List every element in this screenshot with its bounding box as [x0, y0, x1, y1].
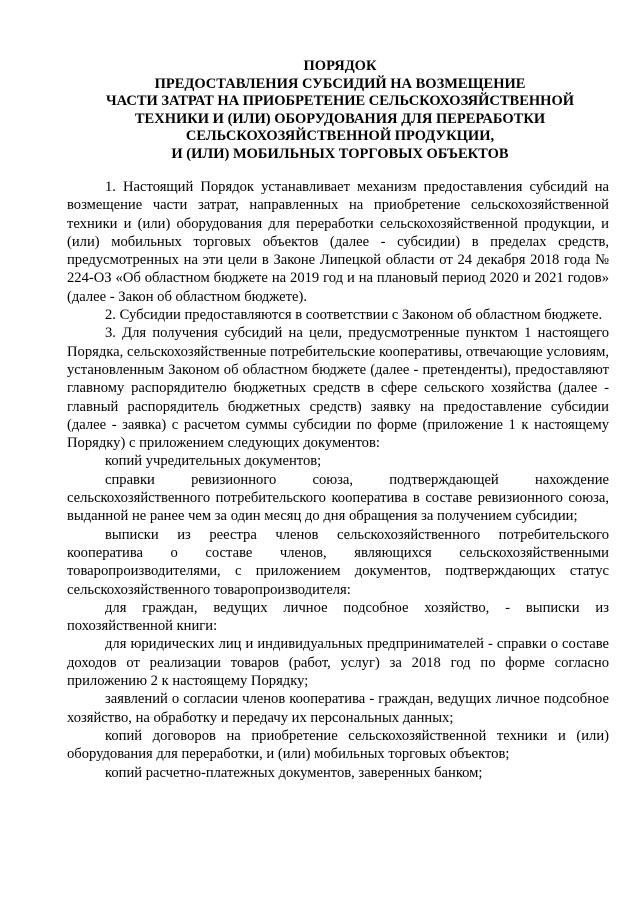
document-title — [60, 58, 620, 163]
title-line: ТЕХНИКИ И (ИЛИ) ОБОРУДОВАНИЯ ДЛЯ ПЕРЕРАБОТКИ — [134, 110, 546, 127]
title-line: ПРЕДОСТАВЛЕНИЯ СУБСИДИЙ НА ВОЗМЕЩЕНИЕ — [154, 75, 526, 92]
list-item-income-certificate: для юридических лиц и индивидуальных предпринимателей - справки о составе доходов от реализации товаров (работ, услуг) за 2018 год по форме согласно приложению 2 к настоящему Порядку; — [67, 636, 609, 690]
paragraph-1: 1. Настоящий Порядок устанавливает механизм предоставления субсидий на возмещение части затрат, направленных на приобретение сельскохозяйственной техники и (или) оборудования для переработки сельскохозяйственной продукции, и (или) мобильных торговых объектов (далее - субсидии) в пределах средств, предусмотренных на эти цели в Законе Липецкой области от 24 декабря 2018 года № 224-ОЗ «Об областном бюджете на 2019 год и на плановый период 2020 и 2021 годов» (далее - Закон об областном бюджете). — [67, 179, 609, 305]
title-line: ЧАСТИ ЗАТРАТ НА ПРИОБРЕТЕНИЕ СЕЛЬСКОХОЗЯЙСТВЕННОЙ — [105, 93, 575, 109]
list-item-personal-data-consent: заявлений о согласии членов кооператива - граждан, ведущих личное подсобное хозяйство, на обработку и передачу их персональных данных; — [67, 691, 609, 726]
list-item-household-book: для граждан, ведущих личное подсобное хозяйство, - выписки из похозяйственной книги: — [67, 599, 609, 635]
list-item-payment-documents: копий расчетно-платежных документов, заверенных банком; — [105, 764, 483, 781]
document-body — [67, 178, 609, 782]
paragraph-3: 3. Для получения субсидий на цели, предусмотренные пунктом 1 настоящего Порядка, сельскохозяйственные потребительские кооперативы, отвечающие условиям, установленным Законом об областном бюджете (далее - претенденты), предоставляют главному распорядителю бюджетных средств в сфере сельского хозяйства (далее - главный распорядитель бюджетных средств) заявку на предоставление субсидии (далее - заявка) с расчетом суммы субсидии по форме (приложение 1 к настоящему Порядку) с приложением следующих документов: — [67, 325, 609, 452]
list-item-members-registry-extract: выписки из реестра членов сельскохозяйственного потребительского кооператива о составе членов, являющихся сельскохозяйственными товаропроизводителями, с приложением документов, подтверждающих статус сельскохозяйственного товаропроизводителя: — [67, 526, 609, 598]
list-item-founding-docs: копий учредительных документов; — [105, 453, 322, 470]
title-line: И (ИЛИ) МОБИЛЬНЫХ ТОРГОВЫХ ОБЪЕКТОВ — [171, 145, 509, 162]
list-item-audit-union-certificate: справки ревизионного союза, подтверждающей нахождение сельскохозяйственного потребительского кооператива в составе ревизионного союза, выданной не ранее чем за один месяц до дня обращения за получением субсидии; — [67, 471, 609, 525]
paragraph-2: 2. Субсидии предоставляются в соответствии с Законом об областном бюджете. — [105, 307, 603, 324]
list-item-purchase-contracts: копий договоров на приобретение сельскохозяйственной техники и (или) оборудования для переработки, и (или) мобильных торговых объектов; — [67, 727, 609, 763]
title-line: ПОРЯДОК — [303, 58, 377, 74]
title-line: СЕЛЬСКОХОЗЯЙСТВЕННОЙ ПРОДУКЦИИ, — [185, 128, 495, 144]
